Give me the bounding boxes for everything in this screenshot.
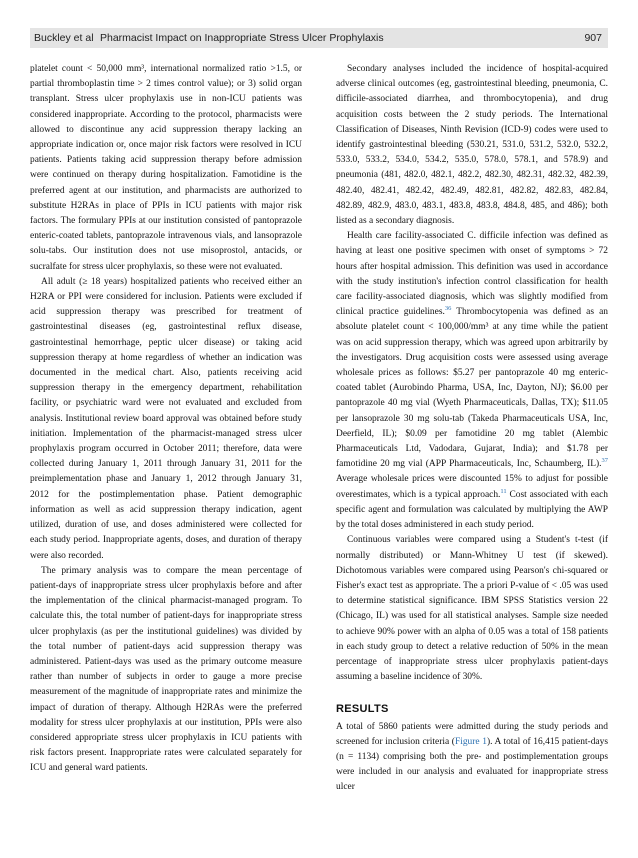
header-title: Pharmacist Impact on Inappropriate Stress Ulcer Prophylaxis	[100, 32, 384, 44]
paragraph	[336, 229, 608, 533]
paragraph: The primary analysis was to compare the mean percentage of patient-days of inappropriate stress ulcer prophylaxis before and after the implementation of the clinical pharmacist-managed program. To calculate this, the total number of patient-days for inappropriate stress ulcer prophylaxis (as per the institutional guidelines) was divided by the total number of patient-days acid suppression therapy was administered. Patient-days was used as the primary outcome measure rather than number of subjects in order to gauge a more precise measurement of the magnitude of inappropriate rates and minimize the impact of duration of therapy. Although H2RAs were the preferred modality for stress ulcer prophylaxis at our institution, PPIs were also considered appropriate stress ulcer prophylaxis in ICU patients with risk factors present. Inappropriate rates were calculated separately for ICU and general ward patients.	[30, 565, 302, 774]
results-heading: RESULTS	[336, 703, 389, 716]
header-authors: Buckley et al	[34, 32, 94, 44]
right-column	[336, 62, 608, 796]
left-column	[30, 62, 302, 777]
text-segment: Cost associated with each specific agent and formulation was calculated by multiplying the AWP by the total doses administered in each study period.	[336, 489, 609, 531]
paragraph: Continuous variables were compared using a Student's t-test (if normally distributed) or Mann-Whitney U test (if skewed). Dichotomous variables were compared using Pearson's chi-squared or Fisher's exact test as appropriate. The a priori P-value of < .05 was used to determine statistical significance. IBM SPSS Statistics version 22 (Chicago, IL) was used for all statistical analyses. Sample size needed to achieve 90% power with an alpha of 0.05 was a total of 158 patients in each study group to detect a relative reduction of 50% in the mean percentage of inappropriate stress ulcer prophylaxis patient-days assuming a baseline incidence of 30%.	[336, 535, 608, 683]
text-segment: Average wholesale prices were discounted 15% to adjust for possible overestimates, which is a typical approach.	[336, 474, 608, 500]
running-header	[30, 28, 608, 48]
paragraph: All adult (≥ 18 years) hospitalized patients who received either an H2RA or PPI were considered for inclusion. Patients were excluded if acid suppression therapy was prescribed for treatment of gastrointestinal diseases (eg, gastrointestinal reflux disease, gastrointestinal hemorrhage, peptic ulcer disease) or taking acid suppression therapy at home regardless of whether an indication was documented in the medical chart. Also, patients receiving acid suppression therapy in the emergency department, rehabilitation facility, or psychiatric ward were not evaluated and excluded from analysis. Institutional review board approval was obtained before study initiation. Implementation of the pharmacist-managed stress ulcer prophylaxis program occurred in October 2011; therefore, data were collected during January 1, 2011 through January 31, 2011 for the preimplementation phase and January 1, 2012 through January 31, 2012 for the postimplementation phase. Patient demographic information as well as acid suppression therapy indication, agent utilized, duration of use, and doses administered were collected for each study period. Inappropriate agents, doses, and duration of therapy were also recorded.	[30, 276, 302, 561]
page-number: 907	[584, 32, 602, 44]
paragraph	[336, 720, 608, 796]
paragraph: platelet count < 50,000 mm³, international normalized ratio >1.5, or partial thromboplastin time > 2 times control value); or 3) solid organ transplant. Stress ulcer prophylaxis use in non-ICU patients was considered inappropriate. According to the protocol, pharmacists were allowed to discontinue any acid suppression therapy lacking an appropriate indication or, once major risk factors were resolved in ICU patients. Patients taking acid suppression therapy before admission were continued on therapy during hospitalization. Famotidine is the preferred agent at our institution, and pharmacists are authorized to substitute H2RAs in place of PPIs in ICU patients with major risk factors. The formulary PPIs at our institution consisted of pantoprazole enteric-coated tablets, pantoprazole intravenous vials, and lansoprazole solu-tabs. Our institution does not use misoprostol, antacids, or sucralfate for stress ulcer prophylaxis, so these were not evaluated.	[30, 64, 302, 272]
text-segment: A total of 5860 patients were admitted during the study periods and screened for inclusion criteria (	[336, 721, 608, 747]
reference-link[interactable]: 37	[601, 457, 608, 465]
figure-link[interactable]: Figure 1	[454, 736, 487, 747]
reference-link[interactable]: 11	[500, 487, 507, 495]
reference-link[interactable]: 36	[444, 305, 452, 313]
text-segment: ). A total of 16,415 patient-days (n = 1134) comprising both the pre- and postimplementation groups were included in our analysis and evaluated for inappropriate stress ulcer	[336, 736, 609, 793]
text-segment: Thrombocytopenia was defined as an absolute platelet count < 100,000/mm³ at any time while the patient was on acid suppression therapy, which was agreed upon arbitrarily by the investigators. Drug acquisition costs were assessed using average wholesale prices as follows: $5.27 per pantoprazole 40 mg enteric-coated tablet (Aurobindo Pharma, USA, Inc, Dayton, NJ); $6.00 per pantoprazole 40 mg vial (Wyeth Pharmaceuticals, Dallas, TX); $11.05 per lansoprazole 30 mg solu-tab (Takeda Pharmaceuticals USA, Inc, Deerfield, IL); $0.09 per famotidine 20 mg tablet (Alembic Pharmaceuticals Ltd, Vadodara, Gujarat, India); and $1.78 per famotidine 20 mg vial (APP Pharmaceuticals, Inc, Schaumberg, IL).	[336, 307, 608, 470]
paragraph: Secondary analyses included the incidence of hospital-acquired adverse clinical outcomes (eg, gastrointestinal bleeding, pneumonia, C. difficile-associated diarrhea, and thrombocytopenia), and drug acquisition costs between the 2 study periods. The International Classification of Diseases, Ninth Revision (ICD-9) codes were used to identify gastrointestinal bleeding (530.21, 531.0, 531.2, 532.0, 532.2, 533.0, 533.2, 534.0, 534.2, 535.0, 578.0, 578.1, and 578.9) and pneumonia (481, 482.0, 482.1, 482.2, 482.30, 482.31, 482.32, 482.39, 482.40, 482.41, 482.42, 482.49, 482.81, 482.82, 482.83, 482.84, 482.89, 482.9, 483.0, 483.1, 483.8, 483.8, 484.8, 485, and 486); both listed as a secondary diagnosis.	[336, 64, 608, 227]
text-segment: Health care facility-associated C. difficile infection was defined as having at least one positive specimen with onset of symptoms > 72 hours after hospital admission. This definition was used in accordance with the study institution's infection control classification for health care facility-associated diagnosis, which was slightly modified from clinical practice guidelines.	[336, 231, 608, 318]
